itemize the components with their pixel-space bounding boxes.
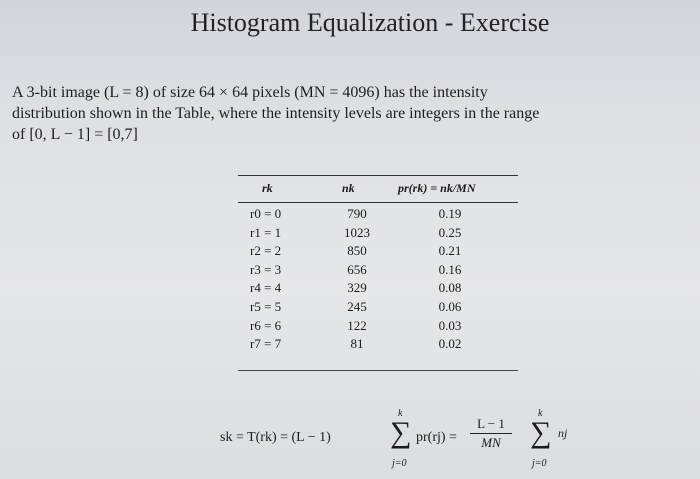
cell-rk: r7 = 7 [250,336,282,352]
statement-line-3: of [0, L − 1] = [0,7] [12,126,138,143]
statement-line-2: distribution shown in the Table, where the intensity levels are integers in the range [12,105,540,122]
cell-nk: 329 [347,280,367,296]
cell-nk: 850 [347,243,367,259]
cell-rk: r0 = 0 [250,206,282,221]
table-header [238,176,518,203]
formula-term: nj [558,426,568,440]
formula-mid: pr(rj) = [416,430,457,445]
problem-statement [12,82,700,145]
formula-lhs: sk = T(rk) = (L − 1) [220,430,331,445]
cell-nk: 245 [347,298,367,314]
cell-pr: 0.02 [438,336,462,352]
cell-pr: 0.19 [438,206,462,221]
intensity-distribution-table [238,175,518,371]
table-row [238,299,518,318]
cell-rk: r2 = 2 [250,243,282,259]
cell-rk: r1 = 1 [250,224,282,240]
cell-nk: 81 [350,336,364,352]
cell-rk: r6 = 6 [250,317,282,333]
sum-upper-limit-2: k [538,408,543,419]
cell-nk: 790 [347,206,367,221]
equalization-formula [220,408,600,478]
sum-lower-limit-1: j=0 [392,458,407,469]
cell-rk: r3 = 3 [250,261,282,277]
cell-rk: r4 = 4 [250,280,282,296]
cell-rk: r5 = 5 [250,298,282,314]
page-title: Histogram Equalization - Exercise [190,8,550,37]
table-row [238,280,518,299]
header-nk: nk [342,181,355,195]
fraction [470,416,512,451]
cell-nk: 1023 [344,224,370,240]
cell-pr: 0.16 [438,261,462,277]
cell-pr: 0.21 [438,243,462,259]
sum-upper-limit-1: k [398,408,403,419]
sigma-symbol-2: ∑ [530,416,552,449]
fraction-denominator: MN [481,435,501,450]
table-row [238,225,518,244]
table-row [238,336,518,355]
header-pr: pr(rk) = nk/MN [398,181,476,195]
cell-pr: 0.03 [438,317,462,333]
table-row [238,206,518,225]
cell-pr: 0.25 [438,224,462,240]
table-row [238,318,518,337]
sigma-symbol-1: ∑ [390,416,412,449]
cell-pr: 0.08 [438,280,462,296]
fraction-numerator: L − 1 [470,416,512,434]
cell-nk: 122 [347,317,367,333]
table-row [238,243,518,262]
sum-lower-limit-2: j=0 [532,458,547,469]
cell-nk: 656 [347,261,367,277]
table-row [238,262,518,281]
header-rk: rk [262,181,273,195]
cell-pr: 0.06 [438,298,462,314]
statement-line-1: A 3-bit image (L = 8) of size 64 × 64 pixels (MN = 4096) has the intensity [12,84,488,101]
table-body [238,206,518,355]
